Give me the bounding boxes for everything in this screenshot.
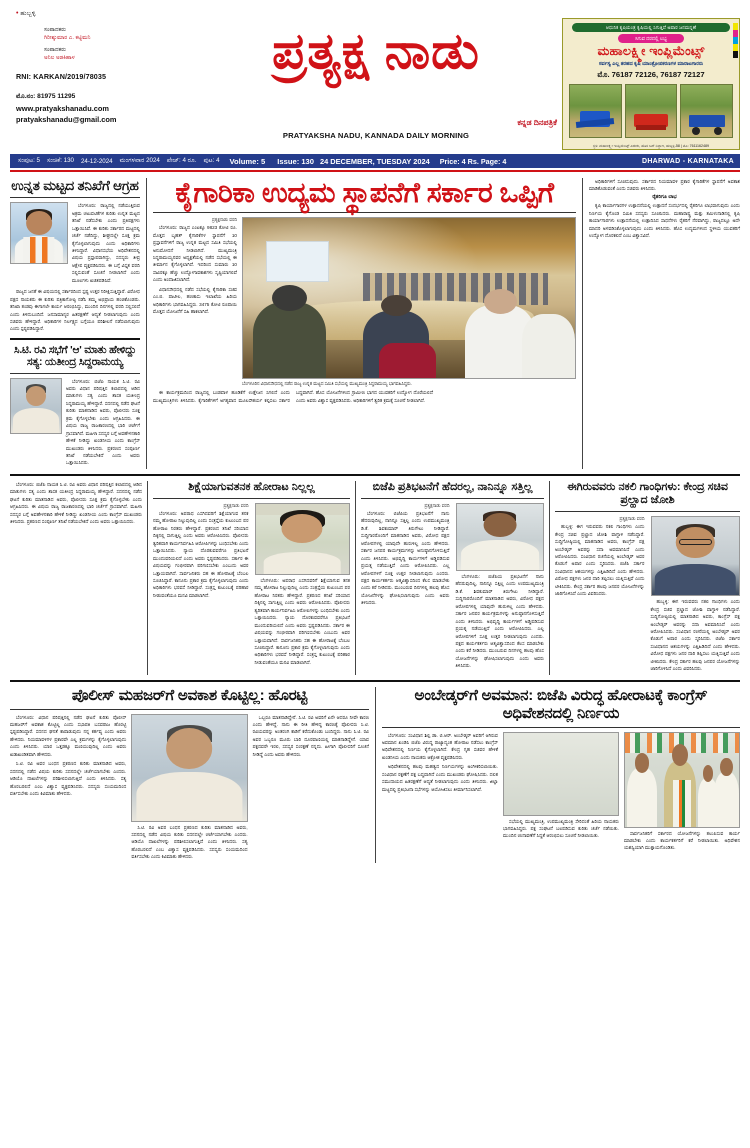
strip-kn-date: 24-12-2024 [80, 157, 113, 165]
ad-footer-address: ಸ್ಥಳ: ಮಹಾಲಕ್ಷ್ಮೀ ಇಂಪ್ಲಿಮೆಂಟ್ಸ್ ಎದುರು, ಹೊಸ ಬಸ್ ನಿಲ್ದಾಣ, ಹುಬ್ಬಳ್ಳಿ-58 | ಮೊ: 7611162489 [592, 144, 710, 148]
caption-cabinet-meeting: ಬೆಂಗಳೂರಿನ ವಿಧಾನಸೌಧದಲ್ಲಿ ನಡೆದ ರಾಜ್ಯ ಉನ್ನತ ಮಟ್ಟದ ಸಮಿತಿ ಸಭೆಯಲ್ಲಿ ಮುಖ್ಯಮಂತ್ರಿ ಸಿದ್ದರಾಮಯ್ಯ ಭಾಗವಹಿಸಿದ್ದರು. [242, 381, 412, 387]
photo-yathindra [10, 378, 62, 434]
headline-mid-3[interactable]: ಈಗಿರುವವರು ನಕಲಿ ಗಾಂಧಿಗಳು: ಕೇಂದ್ರ ಸಚಿವ ಪ್ರಲ್ಹಾದ ಜೋಶಿ [567, 480, 728, 507]
photo-cabinet-meeting [242, 217, 576, 379]
headline-mid-1[interactable]: ಶಿಕ್ಷೆಯಾಗುವತನಕ ಹೋರಾಟ ನಿಲ್ಲಲ್ಲ [188, 480, 315, 493]
middle-col-protest [148, 481, 355, 675]
subhead-farmers-benefit: ರೈತರಿಗೂ ಲಾಭ [652, 194, 677, 201]
masthead [0, 0, 750, 152]
article-mid1-col1: ಪ್ರತ್ಯಕ್ಷನಾಡು ವರದಿ ಬೆಂಗಳೂರು: ಅಪರಾಧ ಎಸಗಿದವರಿಗೆ ಶಿಕ್ಷೆಯಾಗುವ ತನಕ ನಮ್ಮ ಹೋರಾಟ ನಿಲ್ಲುವುದಿಲ್ಲ ಎಂದು ಸಂತ್ರಸ್ತೆಯ ಕುಟುಂಬದ ಪರ ಹೋರಾಟ ನಿರತರು ಹೇಳಿದ್ದಾರೆ. ಪ್ರಕರಣದ ತನಿಖೆ ಸರಿಯಾದ ದಿಕ್ಕಿನಲ್ಲಿ ಸಾಗುತ್ತಿಲ್ಲ ಎಂದು ಅವರು ಆರೋಪಿಸಿದರು. ಪೊಲೀಸರು ತ್ವರಿತವಾಗಿ ಕಾರ್ಯನಿರ್ವಹಿಸಿ ಆರೋಪಿಗಳನ್ನು ಬಂಧಿಸಬೇಕು ಎಂದು ಒತ್ತಾಯಿಸಿದರು. ನ್ಯಾಯ ದೊರಕುವವರೆಗೂ ಪ್ರತಿಭಟನೆ ಮುಂದುವರಿಯಲಿದೆ ಎಂದು ಅವರು ಸ್ಪಷ್ಟಪಡಿಸಿದರು. ಸರ್ಕಾರ ಈ ವಿಷಯವನ್ನು ಗಂಭೀರವಾಗಿ ಪರಿಗಣಿಸಬೇಕು ಎಂಬುದು ಅವರ ಒತ್ತಾಯವಾಗಿದೆ. ಸಾರ್ವಜನಿಕರು ಸಹ ಈ ಹೋರಾಟಕ್ಕೆ ಬೆಂಬಲ ಸೂಚಿಸಿದ್ದಾರೆ. ಕಾನೂನು ಪ್ರಕಾರ ಕ್ರಮ ಕೈಗೊಳ್ಳಲಾಗುವುದು ಎಂದು ಅಧಿಕಾರಿಗಳು ಭರವಸೆ ನೀಡಿದ್ದಾರೆ. ಸಂತ್ರಸ್ತ ಕುಟುಂಬಕ್ಕೆ ಪರಿಹಾರ ನೀಡುವಂತೆಯೂ ಮನವಿ ಮಾಡಲಾಗಿದೆ. [153, 503, 249, 598]
byline-lead: ಪ್ರತ್ಯಕ್ಷನಾಡು ವರದಿ [211, 217, 237, 223]
editor1-label: ಸಂಪಾದಕರು [44, 27, 66, 33]
article-left-top-col1: ಬೆಂಗಳೂರು: ರಾಜ್ಯದಲ್ಲಿ ನಡೆಯುತ್ತಿರುವ ಅಕ್ರಮ ಚಟುವಟಿಕೆಗಳ ಕುರಿತು ಉನ್ನತ ಮಟ್ಟದ ತನಿಖೆ ನಡೆಸಬೇಕು ಎಂದು ಪ್ರತಿಪಕ್ಷಗಳು ಒತ್ತಾಯಿಸಿವೆ. ಈ ಕುರಿತು ಸರ್ಕಾರದ ಮಟ್ಟದಲ್ಲಿ ಚರ್ಚೆ ನಡೆದಿದ್ದು, ಶೀಘ್ರದಲ್ಲೇ ಸೂಕ್ತ ಕ್ರಮ ಕೈಗೊಳ್ಳಲಾಗುವುದು ಎಂದು ಅಧಿಕಾರಿಗಳು ತಿಳಿಸಿದ್ದಾರೆ. ವಿಧಾನಸಭೆಯ ಅಧಿವೇಶನದಲ್ಲಿ ವಿಷಯ ಪ್ರಸ್ತಾಪವಾಗಿದ್ದು, ಸದಸ್ಯರು ತೀವ್ರ ಆಕ್ಷೇಪ ವ್ಯಕ್ತಪಡಿಸಿದರು. ಈ ಬಗ್ಗೆ ವಿಸ್ತೃತ ವರದಿ ಸಲ್ಲಿಸುವಂತೆ ಸೂಚನೆ ನೀಡಲಾಗಿದೆ ಎಂದು ಮೂಲಗಳು ಖಚಿತಪಡಿಸಿವೆ. [72, 203, 140, 283]
strip-kn-page: ಪುಟ: 4 [203, 157, 220, 164]
photo-pralhad-joshi [651, 516, 741, 596]
bottom-section [10, 687, 740, 863]
middle-col-dks [356, 481, 549, 675]
editor1-name: ಗಿರೀಶ್ಕುಮಾರ ಎ. ಕಟ್ಟಿಮನಿ [44, 35, 91, 42]
contact-info [16, 92, 206, 125]
right-column [582, 178, 740, 469]
strip-kn-day: ಮಂಗಳವಾರ 2024 [119, 157, 160, 164]
article-bottomright-col3: ಸಾರ್ವಜನಿಕರಿಗೆ ಸರ್ಕಾರದ ಯೋಜನೆಗಳನ್ನು ತಲುಪಿಸುವ ಕಾರ್ಯ ಮಾಡಬೇಕು ಎಂದು ಕಾರ್ಯಕರ್ತರಿಗೆ ಕರೆ ನೀಡಲಾಯಿತು. ಅಧಿವೇಶನ ಯಶಸ್ವಿಯಾಗಿ ಮುಕ್ತಾಯಗೊಂಡಿತು. [624, 732, 740, 854]
article-bottomright-col1: ಬೆಂಗಳೂರು: ಸಂವಿಧಾನ ಶಿಲ್ಪಿ ಡಾ. ಬಿ.ಆರ್. ಅಂಬೇಡ್ಕರ್ ಅವರಿಗೆ ಆಗಿರುವ ಅವಮಾನ ಖಂಡಿಸಿ ಬಿಜೆಪಿ ವಿರುದ್ಧ ರಾಜ್ಯಾದ್ಯಂತ ಹೋರಾಟ ನಡೆಸಲು ಕಾಂಗ್ರೆಸ್ ಅಧಿವೇಶನದಲ್ಲಿ ನಿರ್ಣಯ ಕೈಗೊಳ್ಳಲಾಗಿದೆ. ಕೇಂದ್ರ ಗೃಹ ಸಚಿವರ ಹೇಳಿಕೆ ಖಂಡನೀಯ ಎಂದು ನಾಯಕರು ಆಕ್ರೋಶ ವ್ಯಕ್ತಪಡಿಸಿದರು. ಅಧಿವೇಶನದಲ್ಲಿ ಹಲವು ಮಹತ್ವದ ನಿರ್ಣಯಗಳನ್ನು ಅಂಗೀಕರಿಸಲಾಯಿತು. ಸಂವಿಧಾನ ರಕ್ಷಣೆಗೆ ಪಕ್ಷ ಬದ್ಧವಾಗಿದೆ ಎಂದು ಮುಖಂಡರು ಘೋಷಿಸಿದರು. ದಲಿತ ಸಮುದಾಯದ ಹಿತರಕ್ಷಣೆಗೆ ಆದ್ಯತೆ ನೀಡಲಾಗುವುದು ಎಂದು ತಿಳಿಸಿದರು. ಜಿಲ್ಲಾ ಮಟ್ಟದಲ್ಲಿ ಪ್ರತಿಭಟನಾ ಸಭೆಗಳನ್ನು ಆಯೋಜಿಸಲು ತೀರ್ಮಾನಿಸಲಾಗಿದೆ. [382, 732, 498, 792]
article-left-second-body: ಬೆಂಗಳೂರು: ಬಿಜೆಪಿ ನಾಯಕ ಸಿ.ಟಿ. ರವಿ ಅವರು ವಿಧಾನ ಪರಿಷತ್ತಿನ ಕಲಾಪದಲ್ಲಿ ಆಡಿದ ಮಾತುಗಳು ಸತ್ಯ ಎಂದು ಶಾಸಕ ಯತೀಂದ್ರ ಸಿದ್ದರಾಮಯ್ಯ ಹೇಳಿದ್ದಾರೆ. ಸದನದಲ್ಲಿ ನಡೆದ ಘಟನೆ ಕುರಿತು ಮಾತನಾಡಿದ ಅವರು, ಪೊಲೀಸರು ಸೂಕ್ತ ಕ್ರಮ ಕೈಗೊಳ್ಳಬೇಕು ಎಂದು ಆಗ್ರಹಿಸಿದರು. ಈ ವಿಷಯ ರಾಜ್ಯ ರಾಜಕಾರಣದಲ್ಲಿ ಭಾರಿ ಚರ್ಚೆಗೆ ಗ್ರಾಸವಾಗಿದೆ. ಮಹಿಳಾ ಸದಸ್ಯರ ಬಗ್ಗೆ ಅವಹೇಳನಕಾರಿ ಹೇಳಿಕೆ ನೀಡಿದ್ದು ಖಂಡನೀಯ ಎಂದು ಕಾಂಗ್ರೆಸ್ ಮುಖಂಡರು ತಿಳಿಸಿದರು. ಪ್ರಕರಣದ ಸಂಪೂರ್ಣ ತನಿಖೆ ನಡೆಯಬೇಕಿದೆ ಎಂದು ಅವರು ಒತ್ತಾಯಿಸಿದರು. [66, 378, 140, 466]
byline-mid2: ಪ್ರತ್ಯಕ್ಷನಾಡು ವರದಿ [424, 503, 450, 509]
ad-phone-number: ಮೊ. 76187 72126, 76187 72127 [597, 69, 705, 79]
ad-product-trailer-photo [680, 84, 733, 138]
byline-mid1: ಪ್ರತ್ಯಕ್ಷನಾಡು ವರದಿ [223, 503, 249, 509]
photo-bjp-leader [10, 202, 68, 264]
headline-main[interactable]: ಕೈಗಾರಿಕಾ ಉದ್ಯಮ ಸ್ಥಾಪನೆಗೆ ಸರ್ಕಾರ ಒಪ್ಪಿಗೆ [175, 176, 554, 208]
masthead-advertisement[interactable] [562, 18, 740, 150]
ad-product-plough-photo [569, 84, 622, 138]
strip-kn-volume: ಸಂಪುಟ: 5 [18, 157, 40, 164]
mobile-number: ಮೊ.ನಂ: 81975 11295 [16, 93, 76, 101]
article-bottomleft-col1: ಬೆಂಗಳೂರು: ವಿಧಾನ ಪರಿಷತ್ತಿನಲ್ಲಿ ನಡೆದ ಘಟನೆ ಕುರಿತು ಪೊಲೀಸ್ ಮಹಜರ್‌ಗೆ ಅವಕಾಶ ಕೊಟ್ಟಿಲ್ಲ ಎಂದು ಸಭಾಪತಿ ಬಸವರಾಜ ಹೊರಟ್ಟಿ ಸ್ಪಷ್ಟಪಡಿಸಿದ್ದಾರೆ. ಸದನದ ಘನತೆ ಕಾಪಾಡುವುದು ನನ್ನ ಕರ್ತವ್ಯ ಎಂದು ಅವರು ಹೇಳಿದರು. ನಿಯಮಾವಳಿಗಳ ಪ್ರಕಾರವೇ ಎಲ್ಲ ಕ್ರಮಗಳನ್ನು ಕೈಗೊಳ್ಳಲಾಗುವುದು ಎಂದು ತಿಳಿಸಿದರು. ಯಾರ ಒತ್ತಡಕ್ಕೂ ಮಣಿಯುವುದಿಲ್ಲ ಎಂದು ಅವರು ಖಡಾಖಂಡಿತವಾಗಿ ಹೇಳಿದರು. ಸಿ.ಟಿ. ರವಿ ಅವರ ಬಂಧನ ಪ್ರಕರಣದ ಕುರಿತು ಮಾತನಾಡಿದ ಅವರು, ಸದನದಲ್ಲಿ ನಡೆದ ವಿಷಯ ಕುರಿತು ಸದನದಲ್ಲೇ ಚರ್ಚೆಯಾಗಬೇಕು ಎಂದರು. ಆಡಿಯೊ ದಾಖಲೆಗಳನ್ನು ಪರಿಶೀಲಿಸಲಾಗುತ್ತಿದೆ ಎಂದು ತಿಳಿಸಿದರು. ಸತ್ಯ ಹೊರಬರಲಿದೆ ಎಂಬ ವಿಶ್ವಾಸ ವ್ಯಕ್ತಪಡಿಸಿದರು. ಸದಸ್ಯರು ಸಂಯಮದಿಂದ ವರ್ತಿಸಬೇಕು ಎಂದು ಕಿವಿಮಾತು ಹೇಳಿದರು. [10, 714, 127, 796]
section-divider-1 [10, 474, 740, 476]
masthead-subtitle-english: PRATYAKSHA NADU, KANNADA DAILY MORNING [282, 131, 470, 140]
center-column [147, 178, 582, 469]
email-address[interactable]: pratyakshanadu@gmail.com [16, 115, 117, 125]
editor-credits [16, 26, 206, 62]
article-mid2-col1: ಪ್ರತ್ಯಕ್ಷನಾಡು ವರದಿ ಬೆಂಗಳೂರು: ಬಿಜೆಪಿಯ ಪ್ರತಿಭಟನೆಗೆ ನಾನು ಹೆದರುವುದಿಲ್ಲ, ನಾನಿನ್ನೂ ಸತ್ತಿಲ್ಲ ಎಂದು ಉಪಮುಖ್ಯಮಂತ್ರಿ ಡಿ.ಕೆ. ಶಿವಕುಮಾರ್ ತಿರುಗೇಟು ನೀಡಿದ್ದಾರೆ. ಸುದ್ದಿಗಾರರೊಂದಿಗೆ ಮಾತನಾಡಿದ ಅವರು, ವಿರೋಧ ಪಕ್ಷದ ಆರೋಪಗಳಲ್ಲಿ ಯಾವುದೇ ಹುರುಳಿಲ್ಲ ಎಂದು ಹೇಳಿದರು. ಸರ್ಕಾರ ಜನಪರ ಕಾರ್ಯಕ್ರಮಗಳನ್ನು ಅನುಷ್ಠಾನಗೊಳಿಸುತ್ತಿದೆ ಎಂದು ತಿಳಿಸಿದರು. ಅಭಿವೃದ್ಧಿ ಕಾರ್ಯಗಳಿಗೆ ಅಡ್ಡಿಪಡಿಸುವ ಪ್ರಯತ್ನ ನಡೆಯುತ್ತಿದೆ ಎಂದು ಆರೋಪಿಸಿದರು. ಎಲ್ಲ ಆರೋಪಗಳಿಗೆ ಸೂಕ್ತ ಉತ್ತರ ನೀಡಲಾಗುವುದು ಎಂದರು. ಪಕ್ಷದ ಕಾರ್ಯಕರ್ತರು ಆತ್ಮವಿಶ್ವಾಸದಿಂದ ಕೆಲಸ ಮಾಡಬೇಕು ಎಂದು ಕರೆ ನೀಡಿದರು. ಮುಂಬರುವ ದಿನಗಳಲ್ಲಿ ಹಲವು ಹೊಸ ಯೋಜನೆಗಳನ್ನು ಘೋಷಿಸಲಾಗುವುದು ಎಂದು ಅವರು ತಿಳಿಸಿದರು. [361, 503, 450, 606]
ad-tagline: ಸರ್ವಸ್ವ ಎಲ್ಲ ತರಹದ ಕೃಷಿ ಯಾಂತ್ರೋಪಕರಣಗಳ ಮಾರಾಟಗಾರರು [598, 60, 704, 67]
article-mid1-col2: ಬೆಂಗಳೂರು: ಅಪರಾಧ ಎಸಗಿದವರಿಗೆ ಶಿಕ್ಷೆಯಾಗುವ ತನಕ ನಮ್ಮ ಹೋರಾಟ ನಿಲ್ಲುವುದಿಲ್ಲ ಎಂದು ಸಂತ್ರಸ್ತೆಯ ಕುಟುಂಬದ ಪರ ಹೋರಾಟ ನಿರತರು ಹೇಳಿದ್ದಾರೆ. ಪ್ರಕರಣದ ತನಿಖೆ ಸರಿಯಾದ ದಿಕ್ಕಿನಲ್ಲಿ ಸಾಗುತ್ತಿಲ್ಲ ಎಂದು ಅವರು ಆರೋಪಿಸಿದರು. ಪೊಲೀಸರು ತ್ವರಿತವಾಗಿ ಕಾರ್ಯನಿರ್ವಹಿಸಿ ಆರೋಪಿಗಳನ್ನು ಬಂಧಿಸಬೇಕು ಎಂದು ಒತ್ತಾಯಿಸಿದರು. ನ್ಯಾಯ ದೊರಕುವವರೆಗೂ ಪ್ರತಿಭಟನೆ ಮುಂದುವರಿಯಲಿದೆ ಎಂದು ಅವರು ಸ್ಪಷ್ಟಪಡಿಸಿದರು. ಸರ್ಕಾರ ಈ ವಿಷಯವನ್ನು ಗಂಭೀರವಾಗಿ ಪರಿಗಣಿಸಬೇಕು ಎಂಬುದು ಅವರ ಒತ್ತಾಯವಾಗಿದೆ. ಸಾರ್ವಜನಿಕರು ಸಹ ಈ ಹೋರಾಟಕ್ಕೆ ಬೆಂಬಲ ಸೂಚಿಸಿದ್ದಾರೆ. ಕಾನೂನು ಪ್ರಕಾರ ಕ್ರಮ ಕೈಗೊಳ್ಳಲಾಗುವುದು ಎಂದು ಅಧಿಕಾರಿಗಳು ಭರವಸೆ ನೀಡಿದ್ದಾರೆ. ಸಂತ್ರಸ್ತ ಕುಟುಂಬಕ್ಕೆ ಪರಿಹಾರ ನೀಡುವಂತೆಯೂ ಮನವಿ ಮಾಡಲಾಗಿದೆ. [255, 503, 351, 668]
article-mid2-col2: ಬೆಂಗಳೂರು: ಬಿಜೆಪಿಯ ಪ್ರತಿಭಟನೆಗೆ ನಾನು ಹೆದರುವುದಿಲ್ಲ, ನಾನಿನ್ನೂ ಸತ್ತಿಲ್ಲ ಎಂದು ಉಪಮುಖ್ಯಮಂತ್ರಿ ಡಿ.ಕೆ. ಶಿವಕುಮಾರ್ ತಿರುಗೇಟು ನೀಡಿದ್ದಾರೆ. ಸುದ್ದಿಗಾರರೊಂದಿಗೆ ಮಾತನಾಡಿದ ಅವರು, ವಿರೋಧ ಪಕ್ಷದ ಆರೋಪಗಳಲ್ಲಿ ಯಾವುದೇ ಹುರುಳಿಲ್ಲ ಎಂದು ಹೇಳಿದರು. ಸರ್ಕಾರ ಜನಪರ ಕಾರ್ಯಕ್ರಮಗಳನ್ನು ಅನುಷ್ಠಾನಗೊಳಿಸುತ್ತಿದೆ ಎಂದು ತಿಳಿಸಿದರು. ಅಭಿವೃದ್ಧಿ ಕಾರ್ಯಗಳಿಗೆ ಅಡ್ಡಿಪಡಿಸುವ ಪ್ರಯತ್ನ ನಡೆಯುತ್ತಿದೆ ಎಂದು ಆರೋಪಿಸಿದರು. ಎಲ್ಲ ಆರೋಪಗಳಿಗೆ ಸೂಕ್ತ ಉತ್ತರ ನೀಡಲಾಗುವುದು ಎಂದರು. ಪಕ್ಷದ ಕಾರ್ಯಕರ್ತರು ಆತ್ಮವಿಶ್ವಾಸದಿಂದ ಕೆಲಸ ಮಾಡಬೇಕು ಎಂದು ಕರೆ ನೀಡಿದರು. ಮುಂಬರುವ ದಿನಗಳಲ್ಲಿ ಹಲವು ಹೊಸ ಯೋಜನೆಗಳನ್ನು ಘೋಷಿಸಲಾಗುವುದು ಎಂದು ಅವರು ತಿಳಿಸಿದರು. [456, 503, 545, 672]
article-right-farmers: ಕೃಷಿ ಕಾರ್ಯಾಗಾರಗಳ ಉತ್ಪಾದನೆಯಲ್ಲಿ ಉತ್ಪಾದನೆ ಸಂದರ್ಭದಲ್ಲಿ ರೈತರಿಗೂ ಲಾಭವಾಗುವುದು ಎಂದು ನಿರ್ಣಯ ಕೈಗೊಂಡ ಸಮಿತಿ ಸದಸ್ಯರು ಸೂಚಿಸಿದರು. ಮಹಾರಾಷ್ಟ್ರ ಮತ್ತು ತಮಿಳುನಾಡಿನಲ್ಲಿ ಕೃಷಿ ಕಾರ್ಯಾಗಾರಗಳು ಉತ್ಪಾದನೆಯಲ್ಲಿ ಉತ್ಪಾದಿಸಿದ ಸಾಧನೆಗಳು ರೈತರಿಗೆ ನೆರವಾಗಿದ್ದು, ರಾಜ್ಯದಲ್ಲೂ ಅದೇ ಮಾದರಿ ಅಳವಡಿಸಿಕೊಳ್ಳಲಾಗುವುದು ಎಂದು ತಿಳಿಸಿದರು. ಹೊಸ ಉದ್ಯಮಗಳಿಂದ ಸ್ಥಳೀಯ ಯುವಕರಿಗೆ ಉದ್ಯೋಗ ದೊರಕಲಿದೆ ಎಂಬ ವಿಶ್ವಾಸವಿದೆ. [589, 203, 740, 239]
ad-color-registration-bar [733, 23, 738, 58]
strip-volume: Volume: 5 [229, 156, 266, 166]
article-bottomright-col2: ಸಭೆಯಲ್ಲಿ ಮುಖ್ಯಮಂತ್ರಿ, ಉಪಮುಖ್ಯಮಂತ್ರಿ ಸೇರಿದಂತೆ ಹಿರಿಯ ನಾಯಕರು ಭಾಗವಹಿಸಿದ್ದರು. ಪಕ್ಷ ಸಂಘಟನೆ ಬಲಪಡಿಸುವ ಕುರಿತು ಚರ್ಚೆ ನಡೆಯಿತು. ಮುಂದಿನ ಚುನಾವಣೆಗೆ ಸಿದ್ಧತೆ ಆರಂಭಿಸಲು ಸೂಚನೆ ನೀಡಲಾಯಿತು. [503, 732, 619, 854]
city-label [16, 10, 206, 18]
middle-col-joshi [550, 481, 740, 675]
section-divider-2 [10, 680, 740, 682]
headline-bottom-left[interactable]: ಪೊಲೀಸ್ ಮಹಜರ್‌ಗೆ ಅವಕಾಶ ಕೊಟ್ಟಿಲ್ಲ: ಹೊರಟ್ಟಿ [71, 686, 308, 704]
issue-info-strip [10, 154, 740, 168]
editor2-name: ಅನಿಲ ಅಡಕಿಹಾಳ [44, 55, 75, 62]
headline-left-second[interactable]: ಸಿ.ಟಿ. ರವಿ ಸಭೆಗೆ 'ಆ' ಮಾತು ಹೇಳಿದ್ದು ಸತ್ಯ: ಯತೀಂದ್ರ ಸಿದ್ದರಾಮಯ್ಯ [13, 343, 137, 369]
strip-place: DHARWAD - KARNATAKA [641, 157, 734, 165]
city-name: ಹುಬ್ಬಳ್ಳಿ [20, 10, 36, 17]
strip-price: Price: 4 Rs. Page: 4 [439, 156, 507, 166]
bottom-left-article [10, 687, 375, 863]
ad-product-photos [566, 84, 736, 138]
ad-ribbon-text: ಆಧುನಿಕ ಕೃಷಿಯಂತ್ರ ಕೃಷಿಯಲ್ಲಿ ಸಿಗುತ್ತಿದೆ ಅಪಾರ ಜನಮನ್ನಣೆ [572, 23, 730, 32]
strip-issue: Issue: 130 [277, 156, 315, 166]
rni-number: RNI: KARKAN/2019/78035 [16, 72, 107, 82]
article-right-col1: ಅಧಿಕಾರಿಗಳಿಗೆ ಸೂಚಿಸುವುದು. ಸರ್ಕಾರದ ನಿಯಮಾವಳಿ ಪ್ರಕಾರ ಕೈಗಾರಿಕೆಗಳ ಸ್ಥಾಪನೆಗೆ ಅವಕಾಶ ಮಾಡಿಕೊಡುವಂತೆ ಎಂದು ಸಚಿವರು ತಿಳಿಸಿದರು. [589, 178, 740, 191]
photo-dk-shivakumar [456, 503, 545, 571]
bullet-dot-icon: • [16, 10, 19, 17]
article-lead-continued: ಈ ಕಾರ್ಯಕ್ರಮದಿಂದ ರಾಜ್ಯದಲ್ಲಿ ಬಂಡವಾಳ ಹೂಡಿಕೆಗೆ ಉತ್ತೇಜನ ಸಿಗಲಿದೆ ಎಂದು ಮುಖ್ಯಮಂತ್ರಿಗಳು ತಿಳಿಸಿದರು. ಕೈಗಾರಿಕೆಗಳಿಗೆ ಅಗತ್ಯವಾದ ಮೂಲಸೌಕರ್ಯ ಕಲ್ಪಿಸಲು ಸರ್ಕಾರ ಬದ್ಧವಾಗಿದೆ. ಹೊಸ ಯೋಜನೆಗಳಿಂದ ಗ್ರಾಮೀಣ ಭಾಗದ ಯುವಕರಿಗೆ ಉದ್ಯೋಗ ದೊರೆಯಲಿದೆ ಎಂದು ಅವರು ವಿಶ್ವಾಸ ವ್ಯಕ್ತಪಡಿಸಿದರು. ಅಧಿಕಾರಿಗಳಿಗೆ ತ್ವರಿತ ಕ್ರಮಕ್ಕೆ ಸೂಚನೆ ನೀಡಲಾಗಿದೆ. [153, 390, 433, 403]
masthead-left-info [16, 10, 206, 126]
masthead-subtitle-kannada: ಕನ್ನಡ ದಿನಪತ್ರಿಕೆ [517, 118, 557, 127]
middle-col-continuation [10, 481, 147, 675]
editor2-label: ಸಂಪಾದಕರು [44, 47, 66, 54]
photo-congress-leaders [624, 732, 740, 828]
article-bottomleft-col2: ಸಿ.ಟಿ. ರವಿ ಅವರ ಬಂಧನ ಪ್ರಕರಣದ ಕುರಿತು ಮಾತನಾಡಿದ ಅವರು, ಸದನದಲ್ಲಿ ನಡೆದ ವಿಷಯ ಕುರಿತು ಸದನದಲ್ಲೇ ಚರ್ಚೆಯಾಗಬೇಕು ಎಂದರು. ಆಡಿಯೊ ದಾಖಲೆಗಳನ್ನು ಪರಿಶೀಲಿಸಲಾಗುತ್ತಿದೆ ಎಂದು ತಿಳಿಸಿದರು. ಸತ್ಯ ಹೊರಬರಲಿದೆ ಎಂಬ ವಿಶ್ವಾಸ ವ್ಯಕ್ತಪಡಿಸಿದರು. ಸದಸ್ಯರು ಸಂಯಮದಿಂದ ವರ್ತಿಸಬೇಕು ಎಂದು ಕಿವಿಮಾತು ಹೇಳಿದರು. [131, 714, 247, 863]
byline-mid3: ಪ್ರತ್ಯಕ್ಷನಾಡು ವರದಿ [619, 516, 645, 522]
left-column [10, 178, 147, 469]
headline-mid-2[interactable]: ಬಿಜೆಪಿ ಪ್ರತಿಭಟನೆಗೆ ಹೆದರಲ್ಲ, ನಾನಿನ್ನೂ ಸತ್ತಿಲ್ಲ [372, 480, 533, 493]
article-left-second-cont: ಬೆಂಗಳೂರು: ಬಿಜೆಪಿ ನಾಯಕ ಸಿ.ಟಿ. ರವಿ ಅವರು ವಿಧಾನ ಪರಿಷತ್ತಿನ ಕಲಾಪದಲ್ಲಿ ಆಡಿದ ಮಾತುಗಳು ಸತ್ಯ ಎಂದು ಶಾಸಕ ಯತೀಂದ್ರ ಸಿದ್ದರಾಮಯ್ಯ ಹೇಳಿದ್ದಾರೆ. ಸದನದಲ್ಲಿ ನಡೆದ ಘಟನೆ ಕುರಿತು ಮಾತನಾಡಿದ ಅವರು, ಪೊಲೀಸರು ಸೂಕ್ತ ಕ್ರಮ ಕೈಗೊಳ್ಳಬೇಕು ಎಂದು ಆಗ್ರಹಿಸಿದರು. ಈ ವಿಷಯ ರಾಜ್ಯ ರಾಜಕಾರಣದಲ್ಲಿ ಭಾರಿ ಚರ್ಚೆಗೆ ಗ್ರಾಸವಾಗಿದೆ. ಮಹಿಳಾ ಸದಸ್ಯರ ಬಗ್ಗೆ ಅವಹೇಳನಕಾರಿ ಹೇಳಿಕೆ ನೀಡಿದ್ದು ಖಂಡನೀಯ ಎಂದು ಕಾಂಗ್ರೆಸ್ ಮುಖಂಡರು ತಿಳಿಸಿದರು. ಪ್ರಕರಣದ ಸಂಪೂರ್ಣ ತನಿಖೆ ನಡೆಯಬೇಕಿದೆ ಎಂದು ಅವರು ಒತ್ತಾಯಿಸಿದರು. [10, 481, 142, 525]
article-bottomleft-col3: ಒಬ್ಬರೂ ಮಾತನಾಡಿದ್ದೇನೆ. ಸಿ.ಟಿ. ರವಿ ಅವರಿಗೆ ಏನೇ ಆದರೂ ನೀವೇ ಕಾರಣ ಎಂದು ಹೇಳಿದ್ದೆ. ನಾನು ಈ ರೀತಿ ಹೇಳಿದ್ದ ಕಾರಣಕ್ಕೆ ಪೊಲೀಸರು ಸಿ.ಟಿ. ರವಿಯವರನ್ನು ಅಂತರಂಗಿ ಕಾಡಿಗೆ ಕರೆದುಕೊಂಡು ಬಂದಿದ್ದರು. ನಾನು ಸಿ.ಟಿ. ರವಿ ಅವರ ಒಬ್ಬರೂ ಮೂರು ಬಾರಿ ದೂರವಾಣಿಯಲ್ಲಿ ಮಾತನಾಡಿದ್ದೇನೆ. ಯಾವ ಪಕ್ಷದವರೇ ಇರಲಿ, ಸದಸ್ಯರ ಸಂರಕ್ಷಣೆ ನನ್ನದು. ಹೀಗಾಗಿ ಪೊಲೀಸರಿಗೆ ಸೂಚನೆ ನೀಡಿದ್ದೆ ಎಂದು ಅವರು ಹೇಳಿದರು. [252, 714, 369, 757]
article-mid3-col2: ಹುಬ್ಬಳ್ಳಿ: ಈಗ ಇರುವವರು ನಕಲಿ ಗಾಂಧಿಗಳು ಎಂದು ಕೇಂದ್ರ ಸಚಿವ ಪ್ರಲ್ಹಾದ ಜೋಶಿ ವಾಗ್ದಾಳಿ ನಡೆಸಿದ್ದಾರೆ. ಸುದ್ದಿಗೋಷ್ಠಿಯಲ್ಲಿ ಮಾತನಾಡಿದ ಅವರು, ಕಾಂಗ್ರೆಸ್ ಪಕ್ಷ ಅಂಬೇಡ್ಕರ್ ಅವರನ್ನು ಸದಾ ಅವಮಾನಿಸಿದೆ ಎಂದು ಆರೋಪಿಸಿದರು. ಸಂವಿಧಾನ ರಚನೆಯಲ್ಲಿ ಅಂಬೇಡ್ಕರ್ ಅವರ ಕೊಡುಗೆ ಅಪಾರ ಎಂದು ಸ್ಮರಿಸಿದರು. ಬಿಜೆಪಿ ಸರ್ಕಾರ ಸಂವಿಧಾನದ ಆಶಯಗಳನ್ನು ಎತ್ತಿಹಿಡಿದಿದೆ ಎಂದು ಹೇಳಿದರು. ವಿರೋಧ ಪಕ್ಷಗಳು ಜನರ ದಾರಿ ತಪ್ಪಿಸಲು ಯತ್ನಿಸುತ್ತಿವೆ ಎಂದು ಟೀಕಿಸಿದರು. ಕೇಂದ್ರ ಸರ್ಕಾರ ಹಲವು ಜನಪರ ಯೋಜನೆಗಳನ್ನು ಜಾರಿಗೊಳಿಸಿದೆ ಎಂದು ವಿವರಿಸಿದರು. [651, 516, 741, 674]
website-url[interactable]: www.pratyakshanadu.com [16, 103, 109, 113]
middle-section [10, 481, 740, 675]
article-left-top-col2: ರಾಜ್ಯದ ಜನತೆ ಈ ವಿಷಯದಲ್ಲಿ ಸರ್ಕಾರದಿಂದ ಸ್ಪಷ್ಟ ಉತ್ತರ ನಿರೀಕ್ಷಿಸುತ್ತಿದ್ದಾರೆ. ವಿರೋಧ ಪಕ್ಷದ ನಾಯಕರು ಈ ಕುರಿತು ಪತ್ರಿಕಾಗೋಷ್ಠಿ ನಡೆಸಿ ತಮ್ಮ ಅಭಿಪ್ರಾಯ ಹಂಚಿಕೊಂಡರು. ತನಿಖಾ ತಂಡವು ಈಗಾಗಲೇ ಕಾರ್ಯ ಆರಂಭಿಸಿದ್ದು, ಮುಂದಿನ ದಿನಗಳಲ್ಲಿ ವರದಿ ಸಲ್ಲಿಸಲಿದೆ ಎಂದು ತಿಳಿದುಬಂದಿದೆ. ಜನಸಾಮಾನ್ಯರ ಹಿತರಕ್ಷಣೆಗೆ ಆದ್ಯತೆ ನೀಡಲಾಗುವುದು ಎಂದು ಸಚಿವರು ಹೇಳಿದ್ದಾರೆ. ಅಧಿಕಾರಿಗಳ ನಿರ್ಲಕ್ಷ್ಯದ ಬಗ್ಗೆಯೂ ಪರಿಶೀಲನೆ ನಡೆಸಲಾಗುವುದು ಎಂದು ಸ್ಪಷ್ಟಪಡಿಸಿದ್ದಾರೆ. [10, 289, 140, 332]
article-lead-col1: ಪ್ರತ್ಯಕ್ಷನಾಡು ವರದಿ ಬೆಂಗಳೂರು: ರಾಜ್ಯದ ಎಂಟಕ್ಕೂ 9823 ಕೋಟಿ ರೂ. ಮೊತ್ತದ ಬೃಹತ್ ಕೈಗಾರಿಕೆಗಳ ಸ್ಥಾಪನೆಗೆ 10 ಪ್ರಸ್ತಾವನೆಗಳಿಗೆ ರಾಜ್ಯ ಉನ್ನತ ಮಟ್ಟದ ಸಮಿತಿ ಸಭೆಯಲ್ಲಿ ಅನುಮೋದನೆ ನೀಡಲಾಗಿದೆ. ಮುಖ್ಯಮಂತ್ರಿ ಸಿದ್ದರಾಮಯ್ಯನವರ ಅಧ್ಯಕ್ಷತೆಯಲ್ಲಿ ನಡೆದ ಸಭೆಯಲ್ಲಿ ಈ ತೀರ್ಮಾನ ಕೈಗೊಳ್ಳಲಾಗಿದೆ. ಇದರಿಂದ ಸುಮಾರು 10 ಸಾವಿರಕ್ಕೂ ಹೆಚ್ಚು ಉದ್ಯೋಗಾವಕಾಶಗಳು ಸೃಷ್ಟಿಯಾಗಲಿವೆ ಎಂದು ಅಂದಾಜಿಸಲಾಗಿದೆ. ವಿಧಾನಸೌಧದಲ್ಲಿ ನಡೆದ ಸಭೆಯಲ್ಲಿ ಕೈಗಾರಿಕಾ ಸಚಿವ ಎಂ.ಬಿ. ಪಾಟೀಲ, ಹಣಕಾಸು ಇಲಾಖೆಯ ಹಿರಿಯ ಅಧಿಕಾರಿಗಳು ಭಾಗವಹಿಸಿದ್ದರು. 3475 ಕೋಟಿ ರೂಪಾಯಿ ಮೊತ್ತದ ಯೋಜನೆಗೆ ಸಹಿ ಹಾಕಲಾಗಿದೆ. [153, 217, 237, 315]
headline-left-top[interactable]: ಉನ್ನತ ಮಟ್ಟದ ತನಿಖೆಗೆ ಆಗ್ರಹ [11, 177, 139, 193]
ad-badge: ಸಿಗುವ ದರದಲ್ಲಿ ಲಭ್ಯ [618, 34, 684, 43]
ad-brand-name: ಮಹಾಲಕ್ಷ್ಮೀ ಇಂಪ್ಲಿಮೆಂಟ್ಸ್ [597, 44, 705, 58]
masthead-red-rule [10, 170, 740, 172]
article-mid3-col1: ಪ್ರತ್ಯಕ್ಷನಾಡು ವರದಿ ಹುಬ್ಬಳ್ಳಿ: ಈಗ ಇರುವವರು ನಕಲಿ ಗಾಂಧಿಗಳು ಎಂದು ಕೇಂದ್ರ ಸಚಿವ ಪ್ರಲ್ಹಾದ ಜೋಶಿ ವಾಗ್ದಾಳಿ ನಡೆಸಿದ್ದಾರೆ. ಸುದ್ದಿಗೋಷ್ಠಿಯಲ್ಲಿ ಮಾತನಾಡಿದ ಅವರು, ಕಾಂಗ್ರೆಸ್ ಪಕ್ಷ ಅಂಬೇಡ್ಕರ್ ಅವರನ್ನು ಸದಾ ಅವಮಾನಿಸಿದೆ ಎಂದು ಆರೋಪಿಸಿದರು. ಸಂವಿಧಾನ ರಚನೆಯಲ್ಲಿ ಅಂಬೇಡ್ಕರ್ ಅವರ ಕೊಡುಗೆ ಅಪಾರ ಎಂದು ಸ್ಮರಿಸಿದರು. ಬಿಜೆಪಿ ಸರ್ಕಾರ ಸಂವಿಧಾನದ ಆಶಯಗಳನ್ನು ಎತ್ತಿಹಿಡಿದಿದೆ ಎಂದು ಹೇಳಿದರು. ವಿರೋಧ ಪಕ್ಷಗಳು ಜನರ ದಾರಿ ತಪ್ಪಿಸಲು ಯತ್ನಿಸುತ್ತಿವೆ ಎಂದು ಟೀಕಿಸಿದರು. ಕೇಂದ್ರ ಸರ್ಕಾರ ಹಲವು ಜನಪರ ಯೋಜನೆಗಳನ್ನು ಜಾರಿಗೊಳಿಸಿದೆ ಎಂದು ವಿವರಿಸಿದರು. [555, 516, 645, 597]
top-section [10, 178, 740, 469]
strip-kn-pages: ಪೇಜ್: 4 ರೂ. [166, 157, 197, 164]
strip-kn-issue: ಸಂಚಿಕೆ: 130 [46, 157, 74, 164]
newspaper-title: ಪ್ರತ್ಯಕ್ಷ ನಾಡು [272, 23, 480, 79]
page-content [0, 178, 750, 863]
ad-product-rotavator-photo [625, 84, 678, 138]
photo-woman-spokesperson [255, 503, 351, 575]
headline-bottom-right[interactable]: ಅಂಬೇಡ್ಕರ್‌ಗೆ ಅವಮಾನ: ಬಿಜೆಪಿ ವಿರುದ್ಧ ಹೋರಾಟಕ್ಕೆ ಕಾಂಗ್ರೆಸ್ ಅಧಿವೇಶನದಲ್ಲಿ ನಿರ್ಣಯ [414, 686, 708, 722]
photo-basavaraj-horatti [131, 714, 247, 822]
strip-date: 24 DECEMBER, TUESDAY 2024 [320, 156, 430, 166]
bottom-right-article [375, 687, 740, 863]
photo-congress-rally [503, 732, 619, 816]
